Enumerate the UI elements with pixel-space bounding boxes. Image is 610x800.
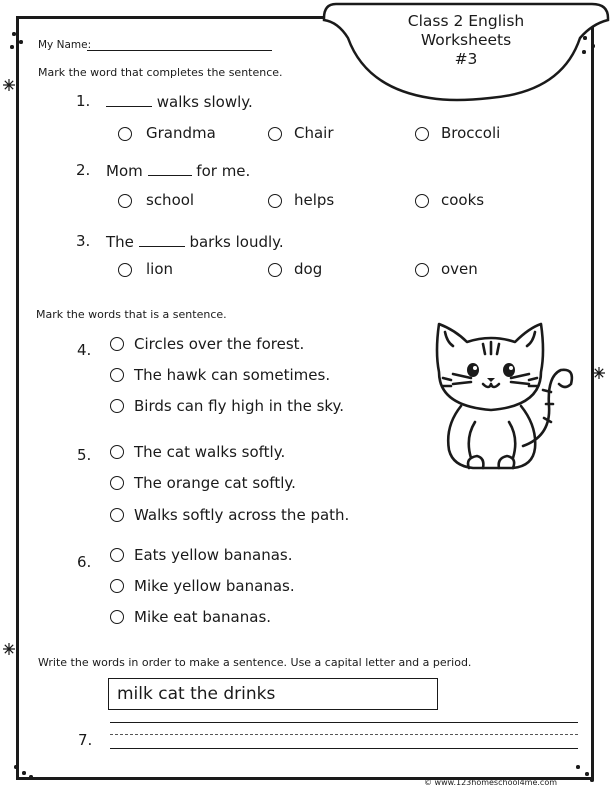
title-line-2: Worksheets bbox=[420, 31, 512, 49]
question-number: 5. bbox=[77, 446, 92, 464]
question-number: 7. bbox=[78, 731, 93, 749]
decor-dot bbox=[19, 40, 23, 44]
option-label: Birds can fly high in the sky. bbox=[134, 397, 345, 415]
radio-option[interactable] bbox=[110, 579, 124, 593]
radio-option[interactable] bbox=[110, 476, 124, 490]
radio-option[interactable] bbox=[118, 263, 132, 277]
writing-line-mid bbox=[110, 734, 578, 735]
worksheet-title bbox=[378, 12, 554, 69]
name-input-line[interactable] bbox=[87, 50, 272, 51]
radio-option[interactable] bbox=[415, 194, 429, 208]
decor-dot bbox=[585, 772, 589, 776]
question-number: 3. bbox=[76, 232, 91, 250]
section1-instruction: Mark the word that completes the sentence. bbox=[38, 66, 283, 79]
question-sentence: The barks loudly. bbox=[106, 233, 284, 251]
question-number: 2. bbox=[76, 161, 91, 179]
name-label: My Name: bbox=[38, 39, 92, 51]
option-label: Circles over the forest. bbox=[134, 335, 305, 353]
radio-option[interactable] bbox=[110, 610, 124, 624]
option-label: Mike yellow bananas. bbox=[134, 577, 295, 595]
option-label: Chair bbox=[294, 124, 334, 142]
option-label: The hawk can sometimes. bbox=[134, 366, 331, 384]
radio-option[interactable] bbox=[110, 445, 124, 459]
section3-instruction: Write the words in order to make a sentence. Use a capital letter and a period. bbox=[38, 656, 472, 669]
option-label: cooks bbox=[441, 191, 485, 209]
radio-option[interactable] bbox=[110, 399, 124, 413]
star-icon bbox=[2, 78, 16, 92]
radio-option[interactable] bbox=[268, 194, 282, 208]
decor-dot bbox=[576, 765, 580, 769]
decor-dot bbox=[29, 775, 33, 779]
option-label: Eats yellow bananas. bbox=[134, 546, 293, 564]
decor-dot bbox=[22, 771, 26, 775]
option-label: The orange cat softly. bbox=[134, 474, 296, 492]
radio-option[interactable] bbox=[110, 548, 124, 562]
title-line-3: #3 bbox=[454, 50, 478, 68]
option-label: Walks softly across the path. bbox=[134, 506, 350, 524]
radio-option[interactable] bbox=[415, 263, 429, 277]
question-sentence: walks slowly. bbox=[106, 92, 253, 111]
radio-option[interactable] bbox=[118, 194, 132, 208]
question-number: 1. bbox=[76, 92, 91, 110]
question-number: 4. bbox=[77, 341, 92, 359]
decor-dot bbox=[14, 765, 18, 769]
radio-option[interactable] bbox=[268, 127, 282, 141]
writing-line-bottom[interactable] bbox=[110, 748, 578, 749]
title-line-1: Class 2 English bbox=[407, 12, 525, 30]
option-label: dog bbox=[294, 260, 323, 278]
star-icon bbox=[592, 366, 606, 380]
option-label: Grandma bbox=[146, 124, 216, 142]
cat-illustration bbox=[425, 318, 575, 478]
copyright-text: © www.123homeschool4me.com bbox=[424, 778, 558, 787]
decor-dot bbox=[12, 32, 16, 36]
star-icon bbox=[2, 642, 16, 656]
option-label: Mike eat bananas. bbox=[134, 608, 272, 626]
answer-blank bbox=[106, 92, 152, 107]
scrambled-words-box: milk cat the drinks bbox=[108, 678, 438, 710]
option-label: helps bbox=[294, 191, 335, 209]
radio-option[interactable] bbox=[110, 337, 124, 351]
decor-dot bbox=[590, 778, 594, 782]
option-label: The cat walks softly. bbox=[134, 443, 286, 461]
writing-line-top[interactable] bbox=[110, 722, 578, 723]
decor-dot bbox=[10, 45, 14, 49]
option-label: Broccoli bbox=[441, 124, 501, 142]
section2-instruction: Mark the words that is a sentence. bbox=[36, 308, 227, 321]
question-sentence: Mom for me. bbox=[106, 162, 251, 180]
radio-option[interactable] bbox=[268, 263, 282, 277]
question-number: 6. bbox=[77, 553, 92, 571]
option-label: school bbox=[146, 191, 195, 209]
option-label: lion bbox=[146, 260, 174, 278]
radio-option[interactable] bbox=[110, 368, 124, 382]
answer-blank bbox=[139, 232, 185, 247]
option-label: oven bbox=[441, 260, 478, 278]
radio-option[interactable] bbox=[415, 127, 429, 141]
radio-option[interactable] bbox=[118, 127, 132, 141]
radio-option[interactable] bbox=[110, 508, 124, 522]
answer-blank bbox=[148, 161, 192, 176]
